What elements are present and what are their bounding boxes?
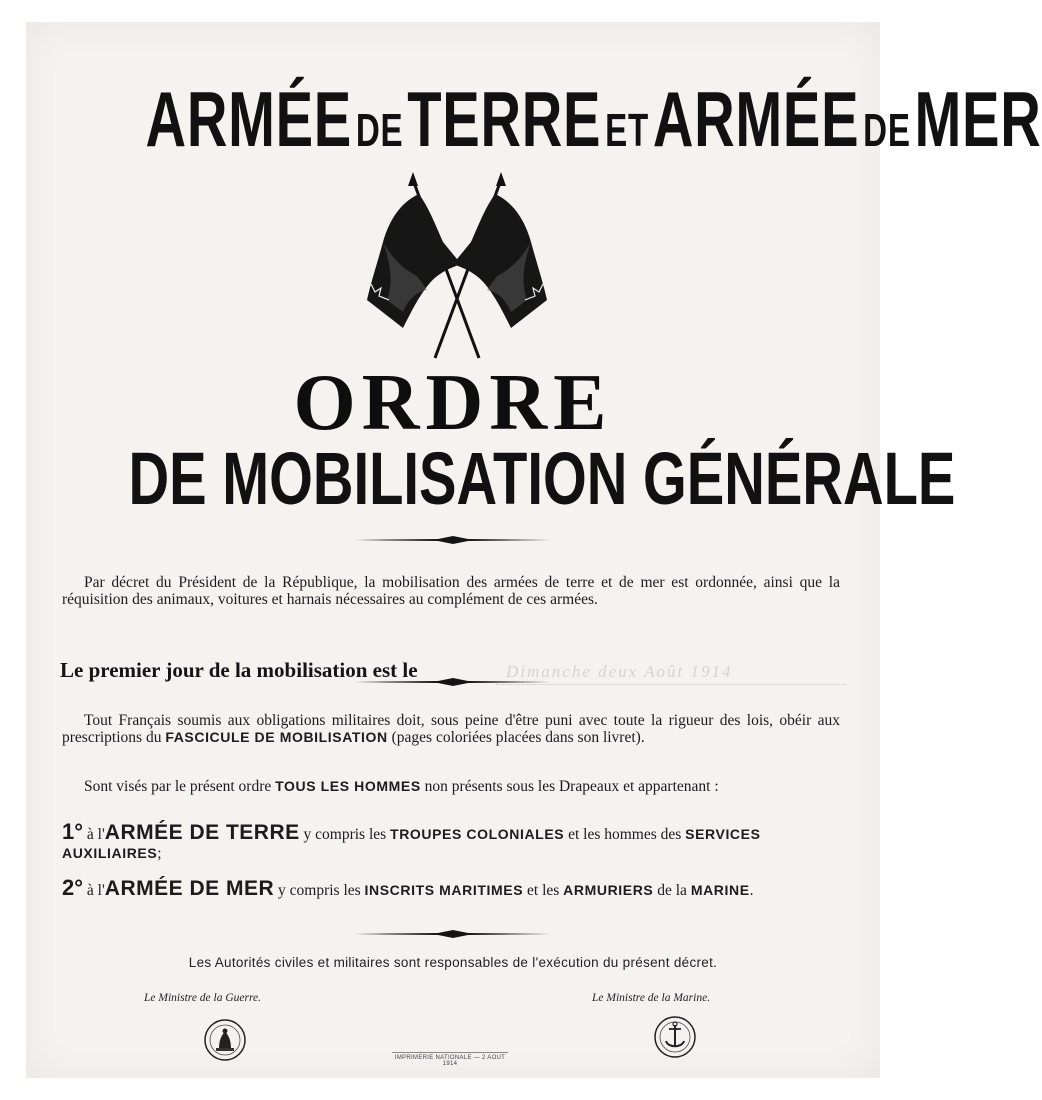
decree-paragraph <box>62 574 840 608</box>
concerned-paragraph <box>62 778 840 795</box>
crossed-flags-icon <box>331 172 575 362</box>
item-armee-de-mer <box>62 875 840 900</box>
item-number: 1° <box>62 819 84 844</box>
heading-word: DE <box>355 104 404 156</box>
obligations-paragraph <box>62 712 840 746</box>
title-mobilisation: DE MOBILISATION GÉNÉRALE <box>128 437 956 520</box>
war-ministry-seal-icon <box>203 1018 247 1062</box>
item-text: à l' <box>86 882 105 899</box>
obligations-text: Tout Français soumis aux obligations militaires doit, sous peine d'être puni avec toute la rigueur des lois, obéir aux prescriptions du <box>62 712 840 746</box>
title-ordre: ORDRE <box>293 359 613 447</box>
obligations-text-end: (pages coloriées placées dans son livret). <box>391 729 645 746</box>
heading-word: ET <box>605 104 649 156</box>
armuriers-emphasis: ARMURIERS <box>563 882 654 898</box>
poster-heading <box>145 74 1042 165</box>
item-text: y compris les <box>278 882 361 899</box>
fascicule-emphasis: FASCICULE DE MOBILISATION <box>165 729 388 745</box>
item-text: . <box>749 882 754 899</box>
item-text: et les hommes des <box>568 826 682 843</box>
concerned-text: Sont visés par le présent ordre <box>84 778 272 795</box>
ornament-divider <box>26 929 880 939</box>
item-armee-de-terre <box>62 819 840 863</box>
heading-word: ARMÉE <box>145 75 352 163</box>
troupes-emphasis: TROUPES COLONIALES <box>390 826 565 842</box>
closing-statement: Les Autorités civiles et militaires sont responsables de l'exécution du présent décret. <box>188 955 718 970</box>
services-emphasis: SERVICES AUXILIAIRES <box>62 826 761 861</box>
item-text: y compris les <box>303 826 387 843</box>
heading-word: ARMÉE <box>652 75 860 163</box>
item-text: de la <box>657 882 687 899</box>
first-day-label: Le premier jour de la mobilisation est le <box>60 658 418 682</box>
item-text: et les <box>527 882 560 899</box>
ornament-divider <box>26 535 880 545</box>
item-number: 2° <box>62 875 84 900</box>
ornament-divider <box>26 677 880 687</box>
printer-imprint: IMPRIMERIE NATIONALE — 2 AOUT 1914 <box>392 1052 508 1067</box>
inscrits-emphasis: INSCRITS MARITIMES <box>364 882 524 898</box>
handwritten-date: Dimanche deux Août 1914 <box>506 662 733 681</box>
item-text: ; <box>157 845 162 862</box>
marine-emphasis: MARINE <box>690 882 750 898</box>
heading-word: TERRE <box>407 75 602 163</box>
heading-word: MER <box>914 75 1042 163</box>
all-men-emphasis: TOUS LES HOMMES <box>275 778 421 794</box>
decree-text: Par décret du Président de la République, la mobilisation des armées de terre et de mer est ordonnée, ainsi que la réquisition des animaux, voitures et harnais nécessaires au complément de ces armées. <box>62 574 840 608</box>
concerned-text-end: non présents sous les Drapeaux et appartenant : <box>424 778 719 795</box>
mobilisation-poster <box>26 22 1042 1078</box>
army-name: ARMÉE DE TERRE <box>104 821 300 844</box>
signature-war-minister: Le Ministre de la Guerre. <box>144 992 262 1004</box>
item-text: à l' <box>86 826 105 843</box>
signature-navy-minister: Le Ministre de la Marine. <box>592 992 711 1004</box>
navy-ministry-seal-icon <box>653 1015 697 1059</box>
army-name: ARMÉE DE MER <box>104 877 275 900</box>
heading-word: DE <box>863 104 911 156</box>
